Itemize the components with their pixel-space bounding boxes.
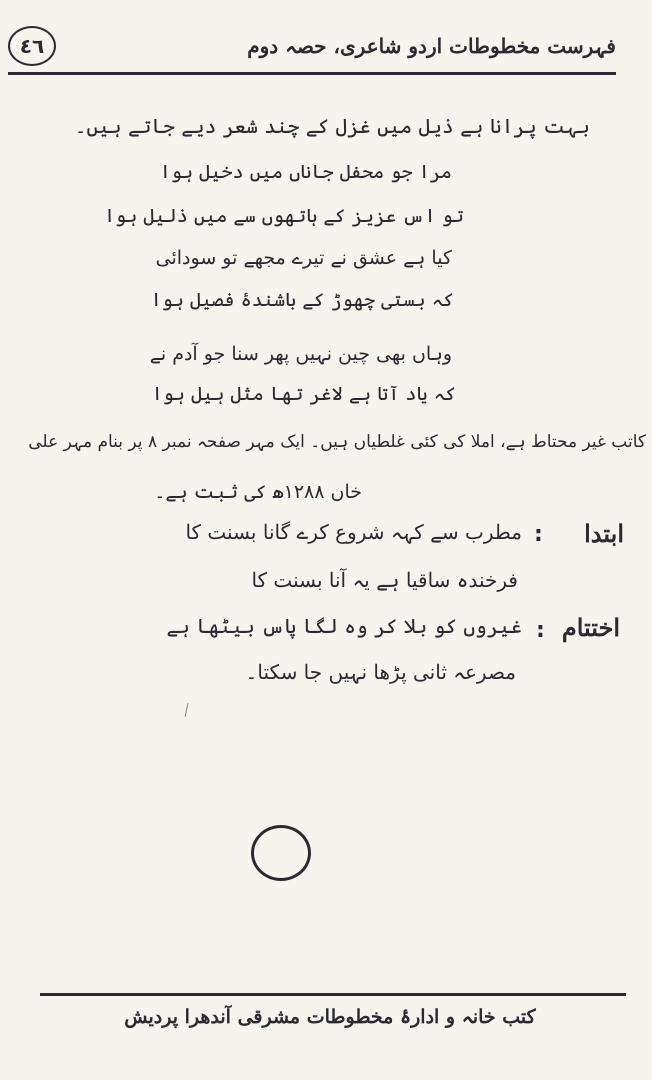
ending-line-2: مصرعہ ثانی پڑھا نہیں جا سکتا۔ — [245, 660, 516, 684]
circle-ornament — [251, 825, 311, 881]
opening-line-1: مطرب سے کہہ شروع کرے گانا بسنت کا — [185, 520, 522, 544]
ending-colon: : — [536, 618, 545, 643]
footer-rule — [40, 993, 626, 996]
verse-line-5: وہاں بھی چین نہیں پھر سنا جو آدم نے — [149, 343, 452, 365]
ending-line-1: غیروں کو بلا کر وہ لگا پاس بیٹھا ہے — [166, 614, 522, 638]
page-number: ٤٦ — [8, 26, 56, 66]
stray-mark — [185, 703, 189, 717]
verse-line-3: کیا ہے عشق نے تیرے مجھے تو سودائی — [155, 247, 452, 269]
verse-line-4: کہ بستی چھوڑ کے باشندۂ فصیل ہوا — [150, 289, 454, 311]
scribe-note-line-2: خاں ۱۲۸۸ھ کی ثبت ہے۔ — [154, 481, 362, 503]
ending-label: اختتام — [561, 613, 620, 642]
verse-line-1: مرا جو محفل جاناں میں دخیل ہوا — [159, 161, 452, 183]
intro-line: بہت پرانا ہے ذیل میں غزل کے چند شعر دیے جاتے ہیں۔ — [74, 114, 590, 138]
verse-line-6: کہ یاد آتا ہے لاغر تھا مثل ہیل ہوا — [151, 383, 456, 405]
opening-line-2: فرخندہ ساقیا ہے یہ آنا بسنت کا — [251, 568, 518, 592]
verse-line-2: تو اس عزیز کے ہاتھوں سے میں ذلیل ہوا — [103, 205, 464, 227]
scribe-note-line-1: کاتب غیر محتاط ہے، املا کی کئی غلطیاں ہیں۔ ایک مہر صفحہ نمبر ۸ پر بنام مہر علی — [28, 432, 646, 452]
opening-colon: : — [534, 522, 543, 547]
header-rule — [8, 72, 616, 75]
opening-label: ابتدا — [584, 519, 624, 548]
footer-caption: کتب خانہ و ادارۂ مخطوطات مشرقی آندھرا پردیش — [124, 1006, 536, 1028]
running-head: فہرست مخطوطات اردو شاعری، حصہ دوم — [247, 34, 616, 58]
